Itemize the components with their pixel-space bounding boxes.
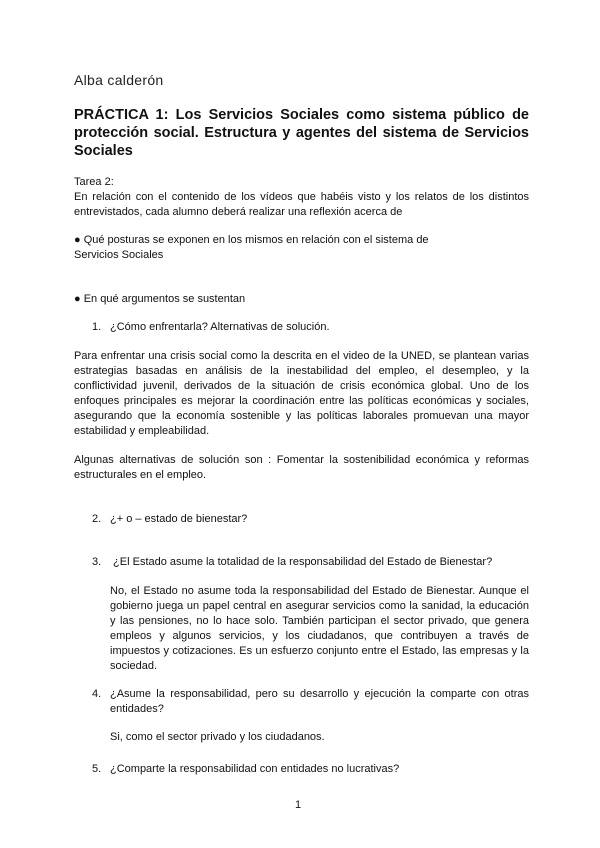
question-3 xyxy=(92,555,532,570)
question-4-text: ¿Asume la responsabilidad, pero su desarrollo y ejecución la comparte con otras entidades? xyxy=(110,688,529,715)
question-2 xyxy=(92,512,532,527)
question-5-text: ¿Comparte la responsabilidad con entidades no lucrativas? xyxy=(110,763,400,775)
page-number: 1 xyxy=(295,799,302,811)
document-title: PRÁCTICA 1: Los Servicios Sociales como sistema público de protección social. Estructura y agentes del sistema de Servicios Sociales xyxy=(74,107,529,159)
question-5 xyxy=(92,762,532,777)
question-5-number: 5. xyxy=(92,763,102,775)
task-intro: En relación con el contenido de los vídeos que habéis visto y los relatos de los distintos entrevistados, cada alumno deberá realizar una reflexión acerca de xyxy=(74,191,529,218)
question-2-text: ¿+ o – estado de bienestar? xyxy=(110,513,248,525)
question-1 xyxy=(92,320,532,335)
bullet-postures: ● Qué posturas se exponen en los mismos en relación con el sistema de Servicios Sociales xyxy=(74,234,429,261)
question-1-number: 1. xyxy=(92,321,102,333)
answer-4: Si, como el sector privado y los ciudadanos. xyxy=(110,731,325,743)
paragraph-solutions: Algunas alternativas de solución son : Fomentar la sostenibilidad económica y reformas estructurales en el empleo. xyxy=(74,454,529,481)
author-name: Alba calderón xyxy=(74,72,164,88)
bullet-arguments: ● En qué argumentos se sustentan xyxy=(74,293,246,305)
question-4-number: 4. xyxy=(92,688,102,700)
paragraph-crisis-strategies: Para enfrentar una crisis social como la descrita en el video de la UNED, se plantean varias estrategias basadas en análisis de la inestabilidad del empleo, el desempleo, y la conflictividad juvenil, derivados de la situación de crisis económica global. Uno de los enfoques principales es mejorar la coordinación entre las políticas económicas y sociales, asegurando que la economía sostenible y las políticas laborales promuevan una mayor estabilidad y empleabilidad. xyxy=(74,350,529,437)
question-1-text: ¿Cómo enfrentarla? Alternativas de solución. xyxy=(110,321,330,333)
task-label: Tarea 2: xyxy=(74,176,114,188)
question-2-number: 2. xyxy=(92,513,102,525)
question-3-text: ¿El Estado asume la totalidad de la responsabilidad del Estado de Bienestar? xyxy=(110,556,493,568)
question-4 xyxy=(92,687,529,717)
question-3-number: 3. xyxy=(92,556,102,568)
answer-3: No, el Estado no asume toda la responsabilidad del Estado de Bienestar. Aunque el gobierno juega un papel central en asegurar servicios como la sanidad, la educación y las pensiones, no lo hace solo. También participan el sector privado, que genera empleos y algunos servicios, y los ciudadanos, que contribuyen a través de impuestos y cotizaciones. Es un esfuerzo conjunto entre el Estado, las empresas y la sociedad. xyxy=(110,585,529,672)
